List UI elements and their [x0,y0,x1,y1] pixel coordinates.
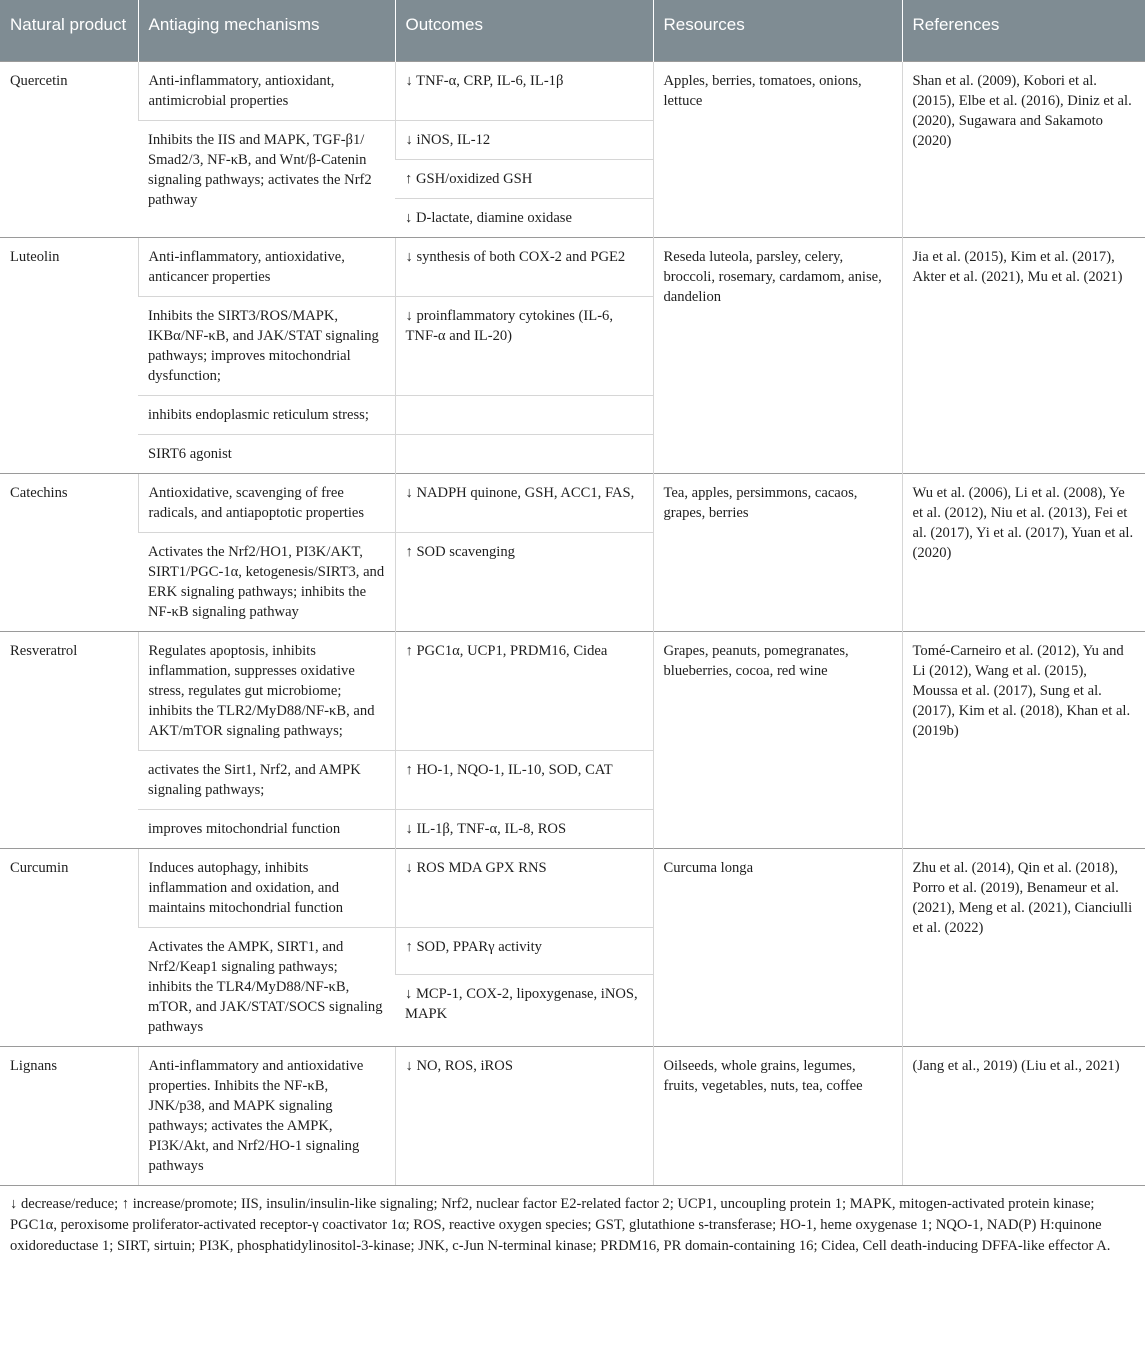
outcome-cell: ↓ iNOS, IL-12 [395,121,653,160]
mechanism-cell: inhibits endoplasmic reticulum stress; [138,396,395,435]
outcome-cell: ↓ D-lactate, diamine oxidase [395,199,653,238]
mechanism-cell: Anti-inflammatory and antioxidative properties. Inhibits the NF-κB, JNK/p38, and MAPK signaling pathways; activates the AMPK, PI3K/Akt, and Nrf2/HO-1 signaling pathways [138,1047,395,1186]
mechanism-cell: Inhibits the SIRT3/ROS/MAPK, IKBα/NF-κB, and JAK/STAT signaling pathways; improves mitochondrial dysfunction; [138,297,395,396]
outcome-cell: ↑ SOD scavenging [395,533,653,632]
header-antiaging-mechanisms: Antiaging mechanisms [138,0,395,62]
outcome-cell: ↓ synthesis of both COX-2 and PGE2 [395,238,653,297]
product-cell: Lignans [0,1047,138,1186]
table-row [0,632,1145,751]
mechanism-cell: Activates the AMPK, SIRT1, and Nrf2/Keap1 signaling pathways; inhibits the TLR4/MyD88/NF-κB, mTOR, and JAK/STAT/SOCS signaling pathways [138,928,395,1047]
resources-cell: Oilseeds, whole grains, legumes, fruits, vegetables, nuts, tea, coffee [653,1047,902,1186]
table-row [0,849,1145,928]
product-cell: Resveratrol [0,632,138,849]
mechanism-cell: improves mitochondrial function [138,810,395,849]
outcome-cell: ↓ ROS MDA GPX RNS [395,849,653,928]
outcome-cell: ↓ NO, ROS, iROS [395,1047,653,1186]
resources-cell: Curcuma longa [653,849,902,1047]
mechanism-cell: Inhibits the IIS and MAPK, TGF-β1/ Smad2/3, NF-κB, and Wnt/β-Catenin signaling pathways; activates the Nrf2 pathway [138,121,395,238]
outcome-cell: ↓ MCP-1, COX-2, lipoxygenase, iNOS, MAPK [395,975,653,1047]
mechanism-cell: activates the Sirt1, Nrf2, and AMPK signaling pathways; [138,751,395,810]
resources-cell: Grapes, peanuts, pomegranates, blueberries, cocoa, red wine [653,632,902,849]
header-natural-product: Natural product [0,0,138,62]
resources-cell: Tea, apples, persimmons, cacaos, grapes, berries [653,474,902,632]
references-cell: Zhu et al. (2014), Qin et al. (2018), Porro et al. (2019), Benameur et al. (2021), Meng et al. (2021), Cianciulli et al. (2022) [902,849,1145,1047]
mechanism-cell: Anti-inflammatory, antioxidant, antimicrobial properties [138,62,395,121]
header-references: References [902,0,1145,62]
outcome-cell [395,435,653,474]
outcome-cell: ↓ NADPH quinone, GSH, ACC1, FAS, [395,474,653,533]
mechanism-cell: SIRT6 agonist [138,435,395,474]
resources-cell: Apples, berries, tomatoes, onions, lettuce [653,62,902,238]
product-cell: Luteolin [0,238,138,474]
table-header-row [0,0,1145,62]
product-cell: Catechins [0,474,138,632]
references-cell: Tomé-Carneiro et al. (2012), Yu and Li (2012), Wang et al. (2015), Moussa et al. (2017), Sung et al. (2017), Kim et al. (2018), Khan et al. (2019b) [902,632,1145,849]
outcome-cell: ↑ GSH/oxidized GSH [395,160,653,199]
outcome-cell: ↓ TNF-α, CRP, IL-6, IL-1β [395,62,653,121]
references-cell: (Jang et al., 2019) (Liu et al., 2021) [902,1047,1145,1186]
product-cell: Quercetin [0,62,138,238]
product-cell: Curcumin [0,849,138,1047]
resources-cell: Reseda luteola, parsley, celery, broccoli, rosemary, cardamom, anise, dandelion [653,238,902,474]
table-footnote: ↓ decrease/reduce; ↑ increase/promote; IIS, insulin/insulin-like signaling; Nrf2, nuclear factor E2-related factor 2; UCP1, uncoupling protein 1; MAPK, mitogen-activated protein kinase; PGC1α, peroxisome proliferator-activated receptor-γ coactivator 1α; ROS, reactive oxygen species; GST, glutathione s-transferase; HO-1, heme oxygenase 1; NQO-1, NAD(P) H:quinone oxidoreductase 1; SIRT, sirtuin; PI3K, phosphatidylinositol-3-kinase; JNK, c-Jun N-terminal kinase; PRDM16, PR domain-containing 16; Cidea, Cell death-inducing DFFA-like effector A. [0,1185,1145,1257]
mechanism-cell: Induces autophagy, inhibits inflammation and oxidation, and maintains mitochondrial function [138,849,395,928]
table-row [0,62,1145,121]
outcome-cell: ↑ SOD, PPARγ activity [395,928,653,975]
outcome-cell: ↓ IL-1β, TNF-α, IL-8, ROS [395,810,653,849]
references-cell: Jia et al. (2015), Kim et al. (2017), Akter et al. (2021), Mu et al. (2021) [902,238,1145,474]
outcome-cell [395,396,653,435]
table-row [0,474,1145,533]
outcome-cell: ↓ proinflammatory cytokines (IL-6, TNF-α and IL-20) [395,297,653,396]
mechanism-cell: Anti-inflammatory, antioxidative, anticancer properties [138,238,395,297]
mechanism-cell: Activates the Nrf2/HO1, PI3K/AKT, SIRT1/PGC-1α, ketogenesis/SIRT3, and ERK signaling pathways; inhibits the NF-κB signaling pathway [138,533,395,632]
table-row [0,238,1145,297]
table-row [0,1047,1145,1186]
references-cell: Shan et al. (2009), Kobori et al. (2015), Elbe et al. (2016), Diniz et al. (2020), Sugawara and Sakamoto (2020) [902,62,1145,238]
outcome-cell: ↑ HO-1, NQO-1, IL-10, SOD, CAT [395,751,653,810]
mechanism-cell: Antioxidative, scavenging of free radicals, and antiapoptotic properties [138,474,395,533]
mechanism-cell: Regulates apoptosis, inhibits inflammation, suppresses oxidative stress, regulates gut microbiome; inhibits the TLR2/MyD88/NF-κB, and AKT/mTOR signaling pathways; [138,632,395,751]
header-outcomes: Outcomes [395,0,653,62]
references-cell: Wu et al. (2006), Li et al. (2008), Ye et al. (2012), Niu et al. (2013), Fei et al. (2017), Yi et al. (2017), Yuan et al. (2020) [902,474,1145,632]
outcome-cell: ↑ PGC1α, UCP1, PRDM16, Cidea [395,632,653,751]
header-resources: Resources [653,0,902,62]
